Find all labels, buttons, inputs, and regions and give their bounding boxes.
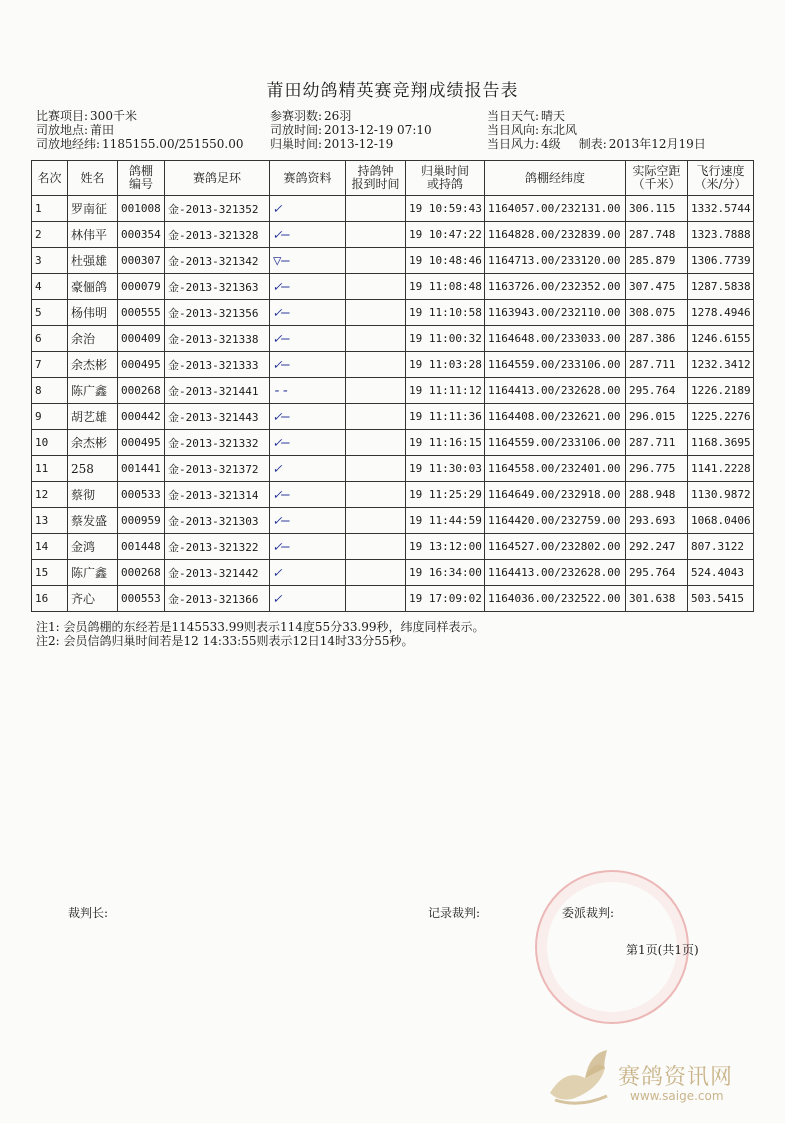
table-cell: ✓– — [270, 222, 346, 248]
table-cell: 金-2013-321332 — [165, 430, 270, 456]
table-cell: 3 — [32, 248, 68, 274]
table-cell: 293.693 — [626, 508, 688, 534]
table-cell: 001448 — [118, 534, 165, 560]
table-cell: 000533 — [118, 482, 165, 508]
table-row — [32, 248, 754, 274]
table-cell: ✓– — [270, 482, 346, 508]
table-cell: 295.764 — [626, 560, 688, 586]
table-cell: 1130.9872 — [688, 482, 754, 508]
table-cell: 000354 — [118, 222, 165, 248]
table-cell: 1164413.00/232628.00 — [485, 378, 626, 404]
table-cell: 19 11:11:12 — [406, 378, 485, 404]
table-cell — [346, 560, 406, 586]
table-cell: ✓– — [270, 430, 346, 456]
column-header: 鸽棚经纬度 — [485, 161, 626, 196]
column-header: 归巢时间 或持鸽 — [406, 161, 485, 196]
table-row — [32, 222, 754, 248]
release-coords: 司放地经纬: 1185155.00/251550.00 — [36, 137, 244, 151]
table-cell — [346, 326, 406, 352]
table-cell: 19 11:10:58 — [406, 300, 485, 326]
table-row — [32, 326, 754, 352]
wind-force: 当日风力: 4级 制表: 2013年12月19日 — [487, 137, 706, 151]
release-time: 司放时间: 2013-12-19 07:10 — [270, 123, 432, 137]
table-cell: 金-2013-321314 — [165, 482, 270, 508]
table-cell: 金-2013-321352 — [165, 196, 270, 222]
table-cell: ✓– — [270, 300, 346, 326]
table-cell: 金-2013-321342 — [165, 248, 270, 274]
table-cell: 306.115 — [626, 196, 688, 222]
release-place: 司放地点: 莆田 — [36, 123, 115, 137]
recording-judge-label: 记录裁判: — [428, 906, 481, 920]
watermark-site-name: 赛鸽资讯网 — [618, 1065, 734, 1090]
table-cell: 金-2013-321372 — [165, 456, 270, 482]
table-cell: 285.879 — [626, 248, 688, 274]
table-cell — [346, 378, 406, 404]
table-cell: 1164057.00/232131.00 — [485, 196, 626, 222]
table-cell: 1287.5838 — [688, 274, 754, 300]
column-header: 持鸽钟 报到时间 — [346, 161, 406, 196]
table-cell: 金-2013-321366 — [165, 586, 270, 612]
table-cell: 1164558.00/232401.00 — [485, 456, 626, 482]
table-cell: 1164648.00/233033.00 — [485, 326, 626, 352]
table-cell: 1164420.00/232759.00 — [485, 508, 626, 534]
table-cell: 000959 — [118, 508, 165, 534]
table-cell: 余治 — [68, 326, 118, 352]
table-cell — [346, 430, 406, 456]
table-row — [32, 378, 754, 404]
table-cell: 807.3122 — [688, 534, 754, 560]
table-cell — [346, 534, 406, 560]
table-row — [32, 534, 754, 560]
table-cell: 1164559.00/233106.00 — [485, 352, 626, 378]
table-cell: 陈广鑫 — [68, 378, 118, 404]
note-2: 注2: 会员信鸽归巢时间若是12 14:33:55则表示12日14时33分55秒。 — [36, 634, 414, 648]
table-cell: 19 16:34:00 — [406, 560, 485, 586]
table-body — [32, 196, 754, 612]
table-row — [32, 586, 754, 612]
table-cell: 1164413.00/232628.00 — [485, 560, 626, 586]
table-cell: ✓– — [270, 274, 346, 300]
table-cell: 19 10:48:46 — [406, 248, 485, 274]
table-row — [32, 274, 754, 300]
table-cell: 000409 — [118, 326, 165, 352]
table-cell: 金-2013-321356 — [165, 300, 270, 326]
table-cell: 19 11:30:03 — [406, 456, 485, 482]
table-cell: 1164036.00/232522.00 — [485, 586, 626, 612]
column-header: 鸽棚 编号 — [118, 161, 165, 196]
chief-judge-label: 裁判长: — [68, 906, 109, 920]
table-cell: 19 13:12:00 — [406, 534, 485, 560]
table-cell: 金-2013-321363 — [165, 274, 270, 300]
table-cell: 1164559.00/233106.00 — [485, 430, 626, 456]
table-cell: 余杰彬 — [68, 430, 118, 456]
table-row — [32, 560, 754, 586]
table-cell — [346, 586, 406, 612]
table-cell: 287.748 — [626, 222, 688, 248]
table-cell: 258 — [68, 456, 118, 482]
table-cell: 2 — [32, 222, 68, 248]
table-cell: 1141.2228 — [688, 456, 754, 482]
table-cell: 287.711 — [626, 430, 688, 456]
table-cell: 292.247 — [626, 534, 688, 560]
table-cell: ✓ — [270, 560, 346, 586]
table-cell: 齐心 — [68, 586, 118, 612]
table-cell: 余杰彬 — [68, 352, 118, 378]
table-cell: 001008 — [118, 196, 165, 222]
table-cell: 000307 — [118, 248, 165, 274]
table-cell: 8 — [32, 378, 68, 404]
table-cell: 金鸿 — [68, 534, 118, 560]
table-cell: ✓– — [270, 508, 346, 534]
weather: 当日天气: 晴天 — [487, 109, 566, 123]
table-cell: 19 10:59:43 — [406, 196, 485, 222]
page-number: 第1页(共1页) — [626, 943, 699, 957]
table-cell: 13 — [32, 508, 68, 534]
table-header-row — [32, 161, 754, 196]
table-cell: 19 10:47:22 — [406, 222, 485, 248]
table-cell: ▽– — [270, 248, 346, 274]
table-cell: 296.015 — [626, 404, 688, 430]
table-cell: 蔡发盛 — [68, 508, 118, 534]
table-cell: 10 — [32, 430, 68, 456]
table-cell: 001441 — [118, 456, 165, 482]
table-cell: ✓– — [270, 404, 346, 430]
column-header: 赛鸽足环 — [165, 161, 270, 196]
table-cell: 288.948 — [626, 482, 688, 508]
table-cell: 1246.6155 — [688, 326, 754, 352]
table-cell — [346, 300, 406, 326]
table-cell: 杜强雄 — [68, 248, 118, 274]
table-row — [32, 508, 754, 534]
table-cell: 1323.7888 — [688, 222, 754, 248]
note-1: 注1: 会员鸽棚的东经若是1145533.99则表示114度55分33.99秒，纬度同样表示。 — [36, 620, 485, 634]
table-cell: 胡艺雄 — [68, 404, 118, 430]
table-cell: 1278.4946 — [688, 300, 754, 326]
table-cell: 1164408.00/232621.00 — [485, 404, 626, 430]
table-cell: 1306.7739 — [688, 248, 754, 274]
table-cell — [346, 274, 406, 300]
column-header: 赛鸽资料 — [270, 161, 346, 196]
table-cell: 295.764 — [626, 378, 688, 404]
table-cell: 金-2013-321333 — [165, 352, 270, 378]
table-cell: 金-2013-321303 — [165, 508, 270, 534]
table-cell: ✓ — [270, 456, 346, 482]
table-cell: 000495 — [118, 352, 165, 378]
table-cell — [346, 248, 406, 274]
table-cell: 金-2013-321443 — [165, 404, 270, 430]
table-cell: ✓– — [270, 352, 346, 378]
table-cell: 287.711 — [626, 352, 688, 378]
table-cell: 杨伟明 — [68, 300, 118, 326]
table-cell: 7 — [32, 352, 68, 378]
table-cell: 301.638 — [626, 586, 688, 612]
table-cell: 1164527.00/232802.00 — [485, 534, 626, 560]
table-cell: 陈广鑫 — [68, 560, 118, 586]
table-cell: ✓– — [270, 534, 346, 560]
table-cell: 6 — [32, 326, 68, 352]
table-cell — [346, 456, 406, 482]
table-cell: 豪俪鸽 — [68, 274, 118, 300]
results-table — [31, 160, 754, 612]
table-cell: 林伟平 — [68, 222, 118, 248]
table-cell: 金-2013-321328 — [165, 222, 270, 248]
table-cell: 19 17:09:02 — [406, 586, 485, 612]
table-cell: 1168.3695 — [688, 430, 754, 456]
table-cell: 1226.2189 — [688, 378, 754, 404]
table-cell: 1163726.00/232352.00 — [485, 274, 626, 300]
table-cell — [346, 222, 406, 248]
table-cell: 1163943.00/232110.00 — [485, 300, 626, 326]
table-cell — [346, 196, 406, 222]
table-row — [32, 404, 754, 430]
report-title: 莆田幼鸽精英赛竞翔成绩报告表 — [266, 81, 519, 101]
table-row — [32, 196, 754, 222]
entries: 参赛羽数: 26羽 — [270, 109, 352, 123]
table-cell: 蔡彻 — [68, 482, 118, 508]
table-cell: 307.475 — [626, 274, 688, 300]
table-cell: 12 — [32, 482, 68, 508]
table-cell: 000079 — [118, 274, 165, 300]
assigned-judge-label: 委派裁判: — [562, 906, 615, 920]
table-row — [32, 482, 754, 508]
table-cell: 000495 — [118, 430, 165, 456]
table-cell: 000553 — [118, 586, 165, 612]
table-cell: 9 — [32, 404, 68, 430]
notes — [36, 620, 485, 648]
table-cell: 1225.2276 — [688, 404, 754, 430]
column-header: 名次 — [32, 161, 68, 196]
table-cell: 287.386 — [626, 326, 688, 352]
table-cell: 524.4043 — [688, 560, 754, 586]
table-row — [32, 300, 754, 326]
watermark-url: www.saige.com — [630, 1089, 724, 1103]
table-cell: 000268 — [118, 378, 165, 404]
table-cell: 1068.0406 — [688, 508, 754, 534]
table-cell: 1164649.00/232918.00 — [485, 482, 626, 508]
table-row — [32, 430, 754, 456]
table-cell — [346, 482, 406, 508]
table-cell: 16 — [32, 586, 68, 612]
table-cell: 000268 — [118, 560, 165, 586]
table-cell: 19 11:25:29 — [406, 482, 485, 508]
table-cell: ✓ — [270, 586, 346, 612]
table-cell: 1164713.00/233120.00 — [485, 248, 626, 274]
table-cell: 金-2013-321441 — [165, 378, 270, 404]
table-cell: 1232.3412 — [688, 352, 754, 378]
column-header: 飞行速度 （米/分） — [688, 161, 754, 196]
table-cell: 19 11:44:59 — [406, 508, 485, 534]
table-cell: 罗南征 — [68, 196, 118, 222]
return-time: 归巢时间: 2013-12-19 — [270, 137, 394, 151]
table-cell: 19 11:00:32 — [406, 326, 485, 352]
table-cell: ✓ — [270, 196, 346, 222]
table-row — [32, 352, 754, 378]
column-header: 实际空距 （千米） — [626, 161, 688, 196]
column-header: 姓名 — [68, 161, 118, 196]
table-cell: 19 11:16:15 — [406, 430, 485, 456]
table-cell — [346, 352, 406, 378]
table-cell: 19 11:08:48 — [406, 274, 485, 300]
table-cell: 5 — [32, 300, 68, 326]
table-cell: ✓– — [270, 326, 346, 352]
table-cell: 19 11:11:36 — [406, 404, 485, 430]
table-cell: -- — [270, 378, 346, 404]
table-cell: 4 — [32, 274, 68, 300]
wind-direction: 当日风向: 东北风 — [487, 123, 578, 137]
table-row — [32, 456, 754, 482]
table-cell — [346, 404, 406, 430]
table-cell: 14 — [32, 534, 68, 560]
table-cell: 296.775 — [626, 456, 688, 482]
table-cell: 000442 — [118, 404, 165, 430]
table-cell: 金-2013-321338 — [165, 326, 270, 352]
table-cell: 1 — [32, 196, 68, 222]
table-cell: 1332.5744 — [688, 196, 754, 222]
table-cell: 503.5415 — [688, 586, 754, 612]
table-cell: 金-2013-321322 — [165, 534, 270, 560]
race-item: 比赛项目: 300千米 — [36, 109, 137, 123]
table-cell: 19 11:03:28 — [406, 352, 485, 378]
table-cell: 1164828.00/232839.00 — [485, 222, 626, 248]
table-cell: 金-2013-321442 — [165, 560, 270, 586]
table-cell: 308.075 — [626, 300, 688, 326]
table-cell: 000555 — [118, 300, 165, 326]
table-cell: 11 — [32, 456, 68, 482]
table-cell — [346, 508, 406, 534]
table-cell: 15 — [32, 560, 68, 586]
